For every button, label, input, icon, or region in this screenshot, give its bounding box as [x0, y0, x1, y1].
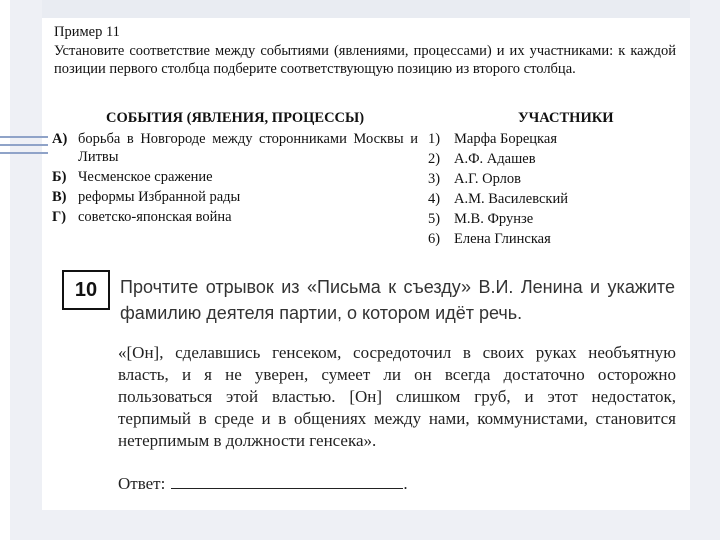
participant-name: Марфа Борецкая [454, 131, 557, 147]
slide-right-border [690, 0, 720, 540]
participant-name: Елена Глинская [454, 231, 551, 247]
event-letter: А) [52, 131, 68, 147]
question-number-box: 10 [62, 270, 110, 310]
participant-number: 2) [428, 151, 441, 167]
answer-label: Ответ: [118, 474, 166, 493]
participant-name: А.Г. Орлов [454, 171, 521, 187]
participant-name: М.В. Фрунзе [454, 211, 534, 227]
event-letter: Б) [52, 169, 67, 185]
event-letter: Г) [52, 209, 67, 225]
question-block [48, 260, 684, 510]
event-text: реформы Избранной рады [78, 189, 241, 205]
answer-end-mark: . [403, 474, 408, 493]
slide-left-border [0, 0, 42, 540]
participant-name: А.Ф. Адашев [454, 151, 536, 167]
participant-number: 1) [428, 131, 441, 147]
answer-blank[interactable] [171, 474, 403, 489]
event-text: борьба в Новгороде между сторонниками Москвы и Литвы [78, 131, 418, 165]
question-prompt: Прочтите отрывок из «Письма к съезду» В.И. Ленина и укажите фамилию деятеля партии, о котором идёт речь. [120, 277, 675, 323]
participants-column-header: УЧАСТНИКИ [518, 110, 614, 126]
participant-name: А.М. Василевский [454, 191, 568, 207]
participant-number: 3) [428, 171, 441, 187]
event-text: Чесменское сражение [78, 169, 213, 185]
event-letter: В) [52, 189, 67, 205]
event-text: советско-японская война [78, 209, 232, 225]
answer-line-row [118, 474, 408, 494]
example-block [48, 18, 684, 258]
participant-number: 5) [428, 211, 441, 227]
quote-passage: «[Он], сделавшись генсеком, сосредоточил в своих руках необъятную власть, и я не уверен, сумеет ли он всегда достаточно осторожно пользоваться этой властью. [Он] слишком груб, и этот недостаток, терпимый в среде и в общениях между нами, коммунистами, становится нетерпимым в должности генсека». [118, 343, 676, 450]
participant-number: 6) [428, 231, 441, 247]
example-title: Пример 11 [54, 24, 120, 40]
slide-top-border [42, 0, 690, 18]
slide-bottom-border [42, 510, 690, 540]
events-column-header: СОБЫТИЯ (ЯВЛЕНИЯ, ПРОЦЕССЫ) [106, 110, 365, 126]
example-task-text: Установите соответствие между событиями (явлениями, процессами) и их участниками: к каждой позиции первого столбца подберите соответствующую позицию из второго столбца. [54, 43, 676, 77]
participant-number: 4) [428, 191, 441, 207]
